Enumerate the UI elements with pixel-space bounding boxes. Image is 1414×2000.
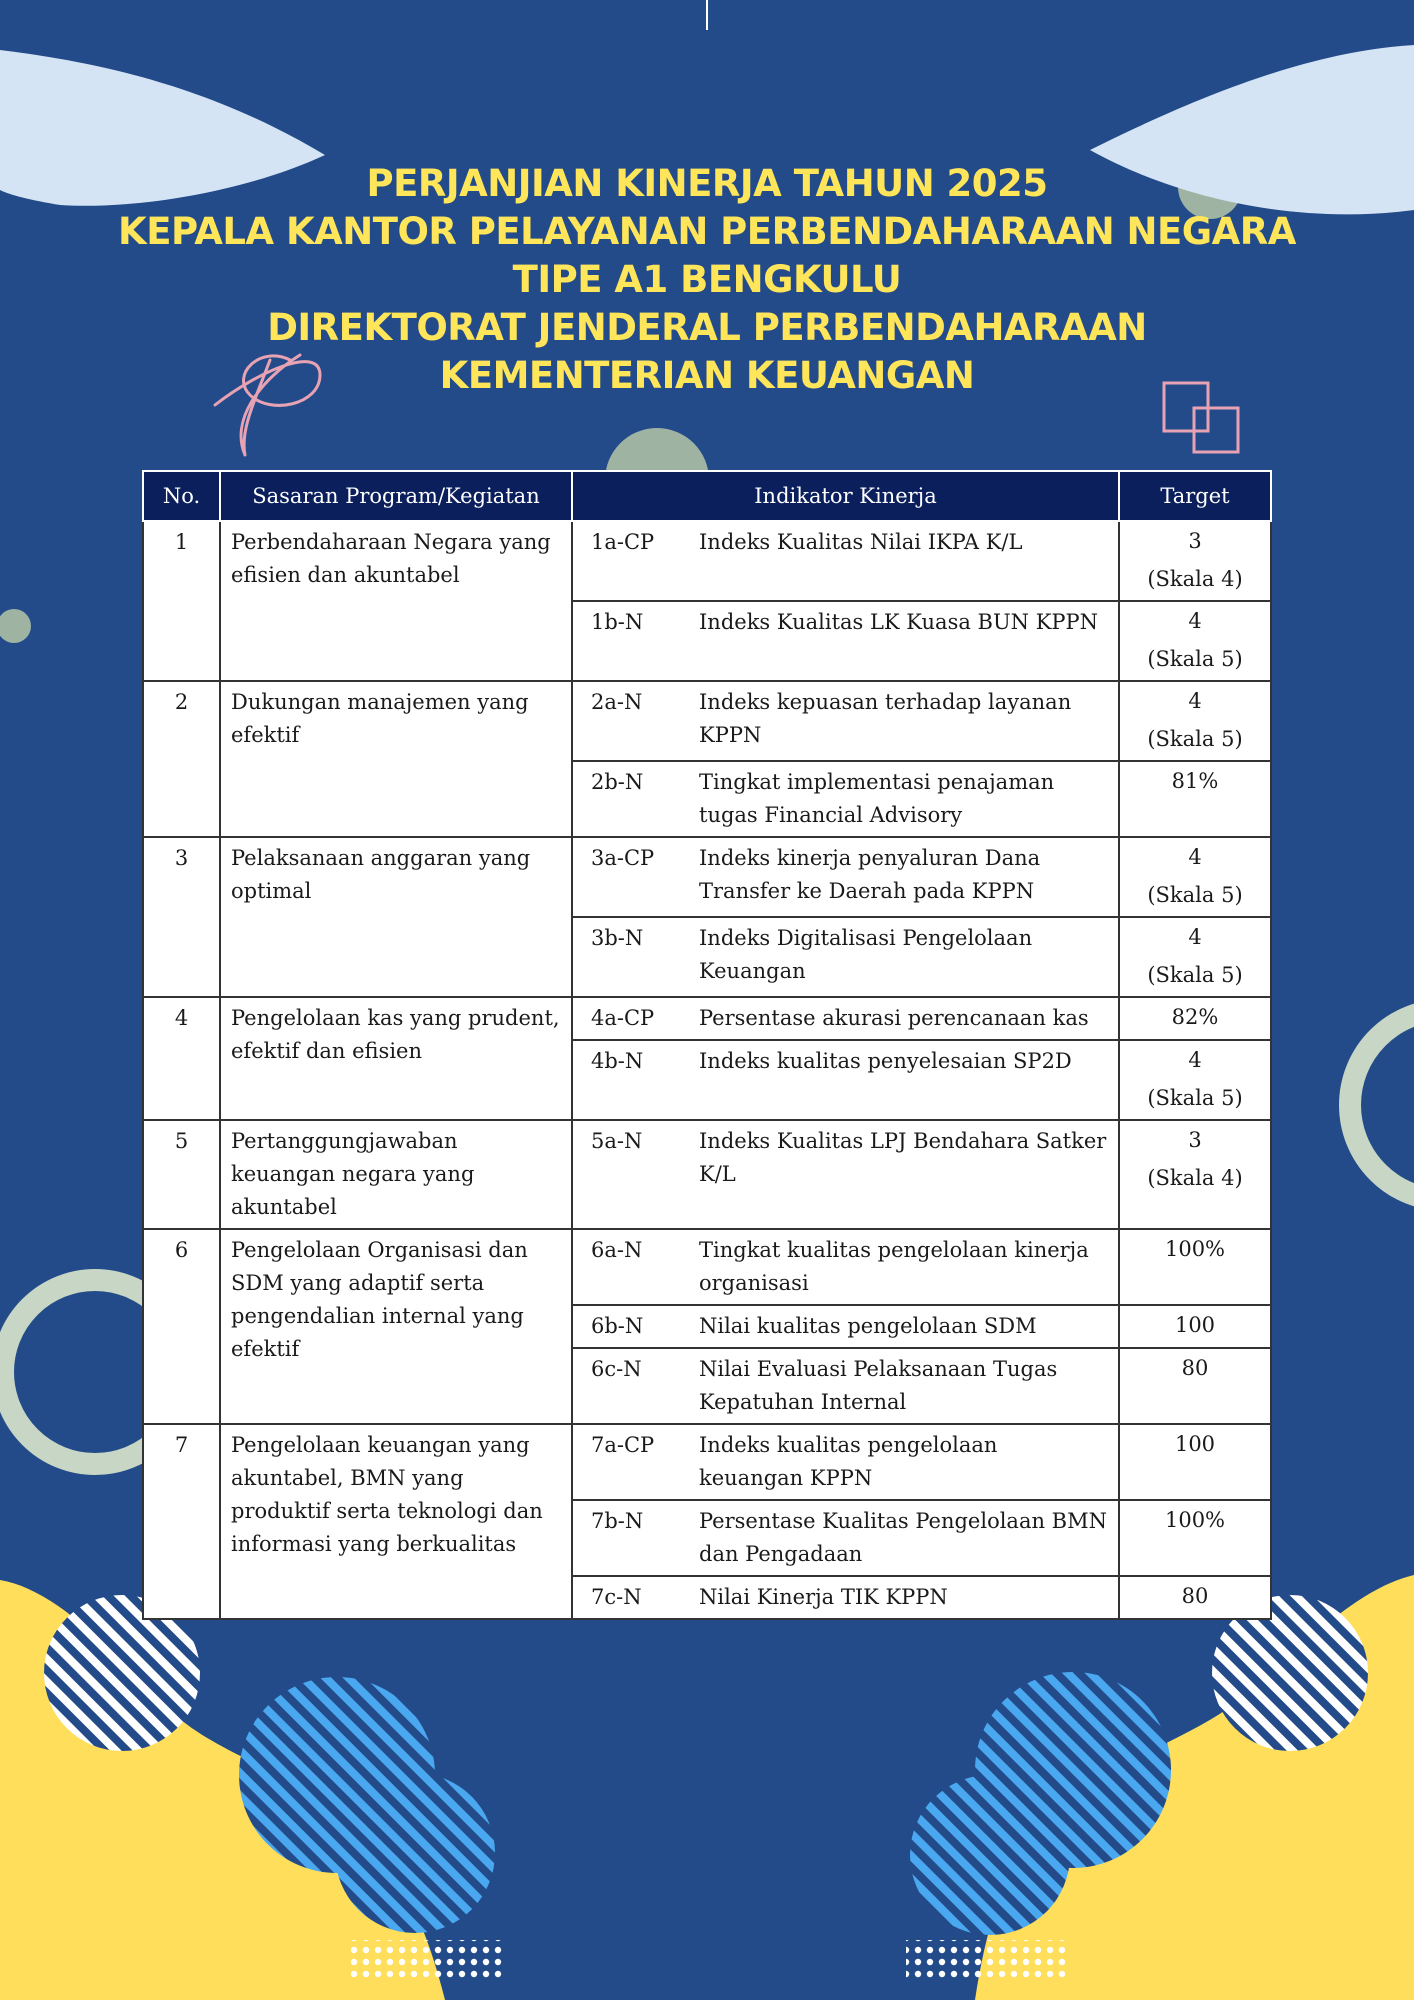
title-line-5: KEMENTERIAN KEUANGAN: [439, 354, 975, 397]
target-cell: [1119, 997, 1271, 1040]
target-cell: [1119, 1576, 1271, 1619]
target-scale: (Skala 4): [1147, 1166, 1243, 1190]
target-cell: [1119, 521, 1271, 601]
indicator-code: 4b-N: [572, 1040, 691, 1120]
target-value: 80: [1181, 1356, 1209, 1380]
indicator-text: Nilai Kinerja TIK KPPN: [691, 1576, 1119, 1619]
dot-grid-left: [346, 1940, 506, 1978]
indicator-text: Persentase akurasi perencanaan kas: [691, 997, 1119, 1040]
table-row: [143, 681, 1271, 761]
target-cell: [1119, 761, 1271, 837]
table-row: [143, 1120, 1271, 1229]
indicator-code: 7b-N: [572, 1500, 691, 1576]
sasaran-cell: Pengelolaan kas yang prudent, efektif dan efisien: [220, 997, 572, 1120]
target-scale: (Skala 5): [1147, 1086, 1243, 1110]
indicator-code: 1b-N: [572, 601, 691, 681]
table-body: [143, 521, 1271, 1619]
header-indikator: Indikator Kinerja: [572, 471, 1119, 521]
target-value: 3: [1188, 529, 1202, 553]
indicator-text: Indeks kinerja penyaluran Dana Transfer ke Daerah pada KPPN: [691, 837, 1119, 917]
table-row: [143, 1229, 1271, 1305]
indicator-text: Indeks kualitas penyelesaian SP2D: [691, 1040, 1119, 1120]
table-row: [143, 837, 1271, 917]
target-scale: (Skala 5): [1147, 647, 1243, 671]
target-cell: [1119, 1229, 1271, 1305]
target-value: 4: [1188, 609, 1202, 633]
target-value: 100: [1174, 1313, 1216, 1337]
row-number: 1: [143, 521, 220, 681]
indicator-code: 3b-N: [572, 917, 691, 997]
indicator-code: 6b-N: [572, 1305, 691, 1348]
sasaran-cell: Pengelolaan keuangan yang akuntabel, BMN yang produktif serta teknologi dan informasi yang berkualitas: [220, 1424, 572, 1619]
indicator-code: 2a-N: [572, 681, 691, 761]
indicator-text: Persentase Kualitas Pengelolaan BMN dan Pengadaan: [691, 1500, 1119, 1576]
title-line-3: TIPE A1 BENGKULU: [512, 258, 902, 301]
indicator-text: Indeks Kualitas Nilai IKPA K/L: [691, 521, 1119, 601]
target-scale: (Skala 5): [1147, 963, 1243, 987]
indicator-text: Tingkat kualitas pengelolaan kinerja organisasi: [691, 1229, 1119, 1305]
target-value: 3: [1188, 1128, 1202, 1152]
sasaran-cell: Pertanggungjawaban keuangan negara yang akuntabel: [220, 1120, 572, 1229]
indicator-code: 7a-CP: [572, 1424, 691, 1500]
indicator-text: Indeks Kualitas LPJ Bendahara Satker K/L: [691, 1120, 1119, 1229]
target-value: 100%: [1164, 1237, 1226, 1261]
indicator-code: 7c-N: [572, 1576, 691, 1619]
indicator-code: 5a-N: [572, 1120, 691, 1229]
row-number: 5: [143, 1120, 220, 1229]
target-cell: [1119, 1120, 1271, 1229]
target-cell: [1119, 601, 1271, 681]
striped-circle-right-3: [910, 1775, 1070, 1935]
target-cell: [1119, 1500, 1271, 1576]
indicator-text: Indeks Digitalisasi Pengelolaan Keuangan: [691, 917, 1119, 997]
indicator-code: 2b-N: [572, 761, 691, 837]
target-cell: [1119, 1348, 1271, 1424]
indicator-text: Tingkat implementasi penajaman tugas Financial Advisory: [691, 761, 1119, 837]
target-scale: (Skala 5): [1147, 727, 1243, 751]
table-row: [143, 997, 1271, 1040]
page-title: [0, 160, 1414, 400]
row-number: 4: [143, 997, 220, 1120]
indicator-code: 6c-N: [572, 1348, 691, 1424]
table-row: [143, 1424, 1271, 1500]
table-row: [143, 521, 1271, 601]
title-line-2: KEPALA KANTOR PELAYANAN PERBENDAHARAAN NEGARA: [118, 210, 1296, 253]
sasaran-cell: Perbendaharaan Negara yang efisien dan akuntabel: [220, 521, 572, 681]
indicator-code: 4a-CP: [572, 997, 691, 1040]
dot-grid-right: [906, 1940, 1066, 1978]
indicator-code: 1a-CP: [572, 521, 691, 601]
header-target: Target: [1119, 471, 1271, 521]
indicator-text: Nilai kualitas pengelolaan SDM: [691, 1305, 1119, 1348]
target-scale: (Skala 5): [1147, 883, 1243, 907]
indicator-code: 3a-CP: [572, 837, 691, 917]
row-number: 7: [143, 1424, 220, 1619]
target-cell: [1119, 1305, 1271, 1348]
table-header-row: [143, 471, 1271, 521]
target-cell: [1119, 837, 1271, 917]
performance-table: [142, 470, 1272, 1620]
target-value: 4: [1188, 689, 1202, 713]
row-number: 3: [143, 837, 220, 997]
sasaran-cell: Dukungan manajemen yang efektif: [220, 681, 572, 837]
indicator-code: 6a-N: [572, 1229, 691, 1305]
row-number: 2: [143, 681, 220, 837]
row-number: 6: [143, 1229, 220, 1424]
indicator-text: Indeks kepuasan terhadap layanan KPPN: [691, 681, 1119, 761]
target-value: 81%: [1171, 769, 1219, 793]
striped-circle-left-3: [335, 1773, 495, 1933]
header-sasaran: Sasaran Program/Kegiatan: [220, 471, 572, 521]
indicator-text: Indeks kualitas pengelolaan keuangan KPPN: [691, 1424, 1119, 1500]
target-cell: [1119, 1040, 1271, 1120]
target-value: 100%: [1164, 1508, 1226, 1532]
target-cell: [1119, 1424, 1271, 1500]
sasaran-cell: Pelaksanaan anggaran yang optimal: [220, 837, 572, 997]
target-value: 4: [1188, 1048, 1202, 1072]
target-scale: (Skala 4): [1147, 567, 1243, 591]
target-value: 100: [1174, 1432, 1216, 1456]
sasaran-cell: Pengelolaan Organisasi dan SDM yang adaptif serta pengendalian internal yang efektif: [220, 1229, 572, 1424]
target-value: 4: [1188, 845, 1202, 869]
target-value: 80: [1181, 1584, 1209, 1608]
indicator-text: Indeks Kualitas LK Kuasa BUN KPPN: [691, 601, 1119, 681]
indicator-text: Nilai Evaluasi Pelaksanaan Tugas Kepatuhan Internal: [691, 1348, 1119, 1424]
header-no: No.: [143, 471, 220, 521]
target-cell: [1119, 681, 1271, 761]
title-line-1: PERJANJIAN KINERJA TAHUN 2025: [366, 162, 1048, 205]
target-value: 4: [1188, 925, 1202, 949]
target-cell: [1119, 917, 1271, 997]
target-value: 82%: [1171, 1005, 1219, 1029]
title-line-4: DIREKTORAT JENDERAL PERBENDAHARAAN: [267, 306, 1147, 349]
